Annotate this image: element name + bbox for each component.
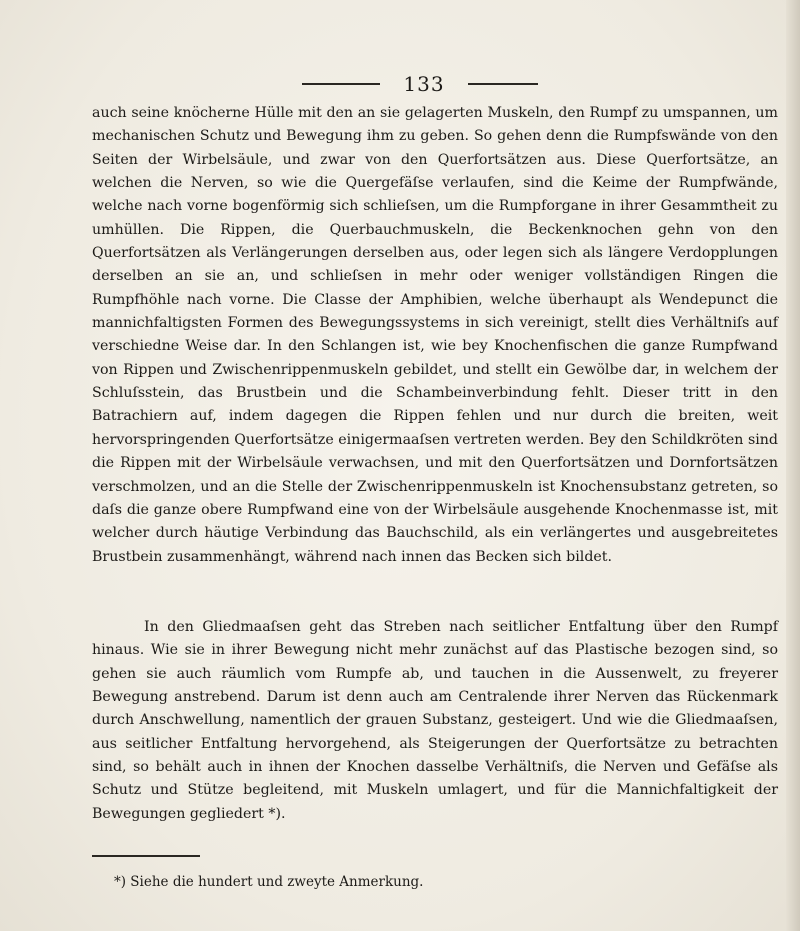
footnote: *) Siehe die hundert und zweyte Anmerkung. <box>114 874 424 890</box>
header-rule-left <box>302 83 380 85</box>
page-number: 133 <box>403 72 445 96</box>
body-paragraph-2: In den Gliedmaaſsen geht das Streben nach seitlicher Entfaltung über den Rumpf hinaus. Wie sie in ihrer Bewegung nicht mehr zunächst auf das Plastische bezogen sind, so gehen sie auch räumlich vom Rumpfe ab, und tauchen in die Aussenwelt, zu freyerer Bewegung anstrebend. Darum ist denn auch am Centralende ihrer Nerven das Rückenmark durch Anschwellung, namentlich der grauen Substanz, gesteigert. Und wie die Gliedmaaſsen, aus seitlicher Entfaltung hervorgehend, als Steigerungen der Querfortsätze zu betrachten sind, so behält auch in ihnen der Knochen dasselbe Verhältniſs, die Nerven und Gefäſse als Schutz und Stütze begleitend, mit Muskeln umlagert, und für die Mannichfaltigkeit der Bewegungen gegliedert *). <box>92 619 778 822</box>
page-edge-shadow <box>786 0 800 931</box>
page-header <box>0 72 800 98</box>
footnote-rule <box>92 855 200 857</box>
header-rule-right <box>468 83 538 85</box>
body-paragraph-1: auch seine knöcherne Hülle mit den an sie gelagerten Muskeln, den Rumpf zu umspannen, um mechanischen Schutz und Bewegung ihm zu geben. So gehen denn die Rumpfswände von den Seiten der Wirbelsäule, und zwar von den Querfortsätzen aus. Diese Querfortsätze, an welchen die Nerven, so wie die Quergefäſse verlaufen, sind die Keime der Rumpfwände, welche nach vorne bogenförmig sich schlieſsen, um die Rumpforgane in ihrer Gesammtheit zu umhüllen. Die Rippen, die Querbauchmuskeln, die Beckenknochen gehn von den Querfortsätzen als Verlängerungen derselben aus, oder legen sich als längere Verdopplungen derselben an sie an, und schlieſsen in mehr oder weniger vollständigen Ringen die Rumpfhöhle nach vorne. Die Classe der Amphibien, welche überhaupt als Wendepunct die mannichfaltigsten Formen des Bewegungssystems in sich vereinigt, stellt dies Verhältniſs auf verschiedne Weise dar. In den Schlangen ist, wie bey Knochenfischen die ganze Rumpfwand von Rippen und Zwischenrippenmuskeln gebildet, und stellt ein Gewölbe dar, in welchem der Schluſsstein, das Brustbein und die Schambeinverbindung fehlt. Dieser tritt in den Batrachiern auf, indem dagegen die Rippen fehlen und nur durch die breiten, weit hervorspringenden Querfortsätze einigermaaſsen vertreten werden. Bey den Schildkröten sind die Rippen mit der Wirbelsäule verwachsen, und mit den Querfortsätzen und Dornfortsätzen verschmolzen, und an die Stelle der Zwischenrippenmuskeln ist Knochensubstanz getreten, so daſs die ganze obere Rumpfwand eine von der Wirbelsäule ausgehende Knochenmasse ist, mit welcher durch häutige Verbindung das Bauchschild, als ein verlängertes und ausgebreitetes Brustbein zusammenhängt, während nach innen das Becken sich bildet. <box>92 105 778 565</box>
